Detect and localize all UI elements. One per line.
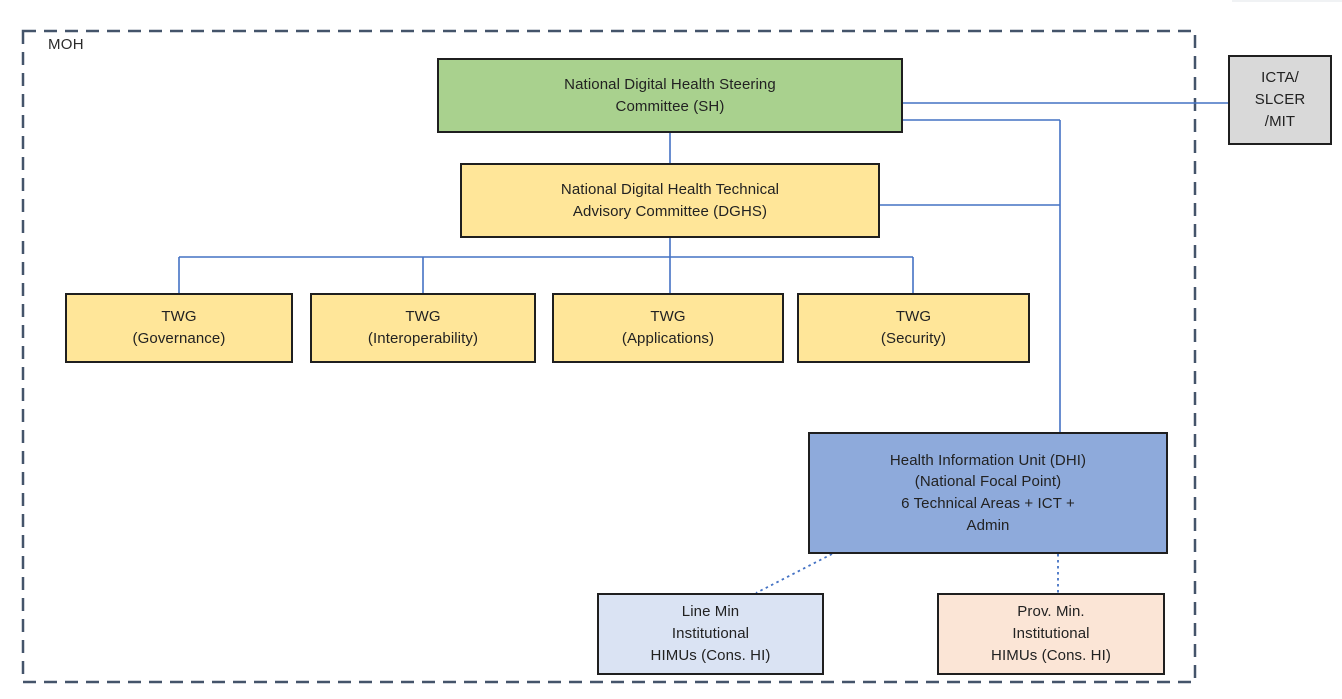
- node-steering-line1: National Digital Health Steering: [564, 75, 776, 93]
- node-provmin-line1: Prov. Min.: [1017, 603, 1085, 621]
- node-twg-applications: [552, 293, 784, 363]
- node-twg-interoperability-line2: (Interoperability): [367, 330, 479, 347]
- node-steering-line2: Committee (SH): [615, 97, 725, 115]
- node-hiu-line1: Health Information Unit (DHI): [889, 451, 1087, 469]
- node-health-information-unit: [808, 432, 1168, 554]
- node-advisory-committee: [460, 163, 880, 238]
- node-line-min-himus: [597, 593, 824, 675]
- node-twg-governance-line1: TWG: [161, 308, 197, 326]
- node-icta-line3: /MIT: [1264, 112, 1296, 130]
- node-linemin-line2: Institutional: [671, 625, 750, 643]
- moh-container-label: MOH: [48, 36, 84, 53]
- node-icta-line1: ICTA/: [1261, 69, 1299, 87]
- node-hiu-line3: 6 Technical Areas + ICT +: [901, 495, 1075, 512]
- node-twg-security-line1: TWG: [895, 308, 932, 326]
- node-hiu-line2: (National Focal Point): [914, 473, 1062, 491]
- node-provmin-line3: HIMUs (Cons. HI): [991, 646, 1111, 664]
- node-linemin-line1: Line Min: [681, 603, 740, 621]
- node-twg-security-line2: (Security): [880, 330, 947, 347]
- node-advisory-line1: National Digital Health Technical: [560, 180, 780, 198]
- node-twg-governance-line2: (Governance): [132, 330, 226, 347]
- node-provmin-line2: Institutional: [1012, 625, 1090, 643]
- node-twg-security: [797, 293, 1030, 363]
- node-linemin-line3: HIMUs (Cons. HI): [650, 646, 771, 664]
- connector-hiu-linemin-dotted: [756, 554, 832, 593]
- node-twg-interoperability-line1: TWG: [405, 308, 441, 326]
- node-twg-governance: [65, 293, 293, 363]
- node-steering-committee: [437, 58, 903, 133]
- node-twg-applications-line1: TWG: [650, 308, 686, 326]
- node-icta-line2: SLCER: [1254, 91, 1306, 109]
- node-advisory-line2: Advisory Committee (DGHS): [572, 202, 768, 220]
- node-twg-applications-line2: (Applications): [621, 330, 715, 347]
- node-twg-interoperability: [310, 293, 536, 363]
- node-icta-slcer-mit: [1228, 55, 1332, 145]
- node-hiu-line4: Admin: [966, 516, 1010, 534]
- node-prov-min-himus: [937, 593, 1165, 675]
